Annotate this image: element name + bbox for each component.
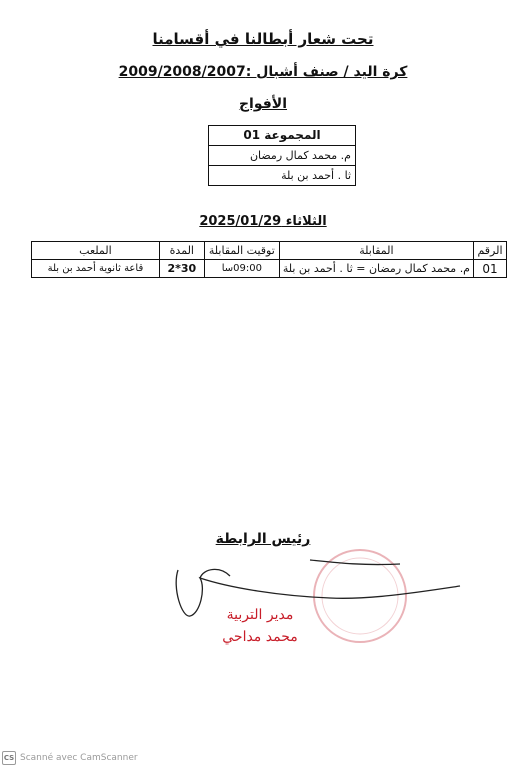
signature-title: رئيس الرابطة (215, 531, 311, 547)
groups-heading: الأفواج (238, 96, 288, 112)
group-name: المجموعة 01 (209, 126, 355, 146)
match-duration: 30*2 (159, 260, 204, 278)
stamp-text (200, 604, 320, 648)
match-venue: قاعة ثانوية أحمد بن بلة (32, 260, 160, 278)
col-match: المقابلة (279, 242, 473, 260)
group-team: ثا . أحمد بن بلة (281, 169, 351, 182)
table-header-row (32, 242, 507, 260)
document-subtitle: كرة اليد / صنف أشبال :2009/2008/2007 (118, 64, 408, 80)
col-time: توقيت المقابلة (204, 242, 279, 260)
col-number: الرقم (474, 242, 507, 260)
match-time: 09:00سا (204, 260, 279, 278)
document-title: تحت شعار أبطالنا في أقسامنا (152, 30, 374, 48)
stamp-line: مدير التربية (226, 607, 294, 623)
scanner-watermark (2, 751, 138, 765)
match-number: 01 (474, 260, 507, 278)
group-team: م. محمد كمال رمضان (209, 146, 355, 166)
schedule-table (31, 241, 507, 278)
group-box (208, 125, 356, 186)
camscanner-icon: CS (2, 751, 16, 765)
stamp-line: محمد مداحي (222, 629, 298, 645)
match-teams: م. محمد كمال رمضان = ثا . أحمد بن بلة (279, 260, 473, 278)
scanner-label: Scanné avec CamScanner (20, 753, 138, 763)
col-venue: الملعب (32, 242, 160, 260)
match-date: الثلاثاء 2025/01/29 (199, 214, 327, 229)
col-duration: المدة (159, 242, 204, 260)
table-row (32, 260, 507, 278)
